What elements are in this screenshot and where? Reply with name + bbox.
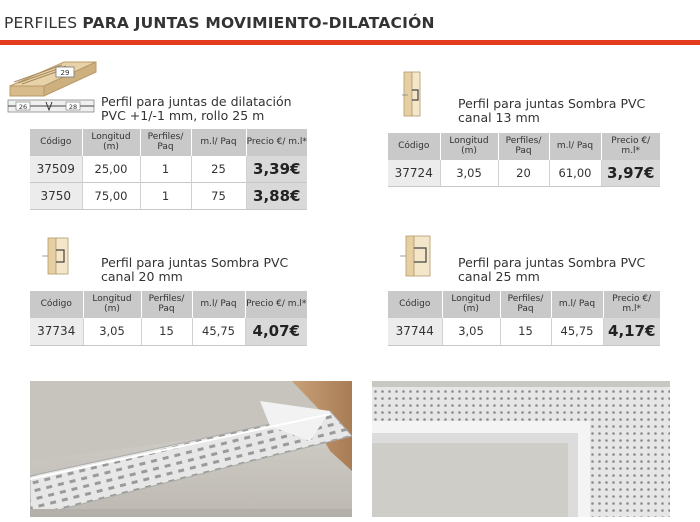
product-code: 37734 bbox=[30, 317, 83, 345]
table-row bbox=[30, 155, 307, 182]
product-title-line2: PVC +1/-1 mm, rollo 25 m bbox=[101, 108, 265, 123]
length-value: 3,05 bbox=[83, 317, 141, 345]
product-table bbox=[30, 129, 307, 210]
col-header-code: Código bbox=[388, 133, 440, 159]
per-pack-value: 1 bbox=[140, 155, 191, 182]
installation-photo-left bbox=[30, 381, 352, 517]
page-title bbox=[4, 14, 435, 32]
col-header-length: Longitud (m) bbox=[82, 129, 140, 155]
ml-pack-value: 45,75 bbox=[192, 317, 245, 345]
col-header-per-pack: Perfiles/ Paq bbox=[140, 129, 191, 155]
price-value: 3,88€ bbox=[246, 182, 307, 209]
table-row bbox=[30, 317, 307, 345]
per-pack-value: 15 bbox=[500, 317, 551, 345]
ml-pack-value: 25 bbox=[191, 155, 246, 182]
length-value: 25,00 bbox=[82, 155, 140, 182]
col-header-price: Precio €/ m.l* bbox=[245, 291, 307, 317]
svg-text:28: 28 bbox=[68, 103, 78, 111]
col-header-per-pack: Perfiles/ Paq bbox=[141, 291, 192, 317]
shadow-gap-profile-20-icon bbox=[40, 236, 76, 276]
shadow-gap-profile-13-icon bbox=[398, 70, 428, 118]
col-header-code: Código bbox=[388, 291, 442, 317]
col-header-per-pack: Perfiles/ Paq bbox=[500, 291, 551, 317]
col-header-ml-pack: m.l/ Paq bbox=[192, 291, 245, 317]
title-light: PERFILES bbox=[4, 14, 78, 32]
col-header-price: Precio €/ m.l* bbox=[246, 129, 307, 155]
svg-text:26: 26 bbox=[18, 103, 28, 111]
shadow-gap-profile-25-icon bbox=[398, 234, 440, 278]
col-header-price: Precio €/ m.l* bbox=[603, 291, 660, 317]
product-code: 3750 bbox=[30, 182, 82, 209]
price-value: 4,07€ bbox=[245, 317, 307, 345]
ml-pack-value: 45,75 bbox=[551, 317, 603, 345]
per-pack-value: 15 bbox=[141, 317, 192, 345]
table-row bbox=[388, 159, 660, 186]
length-value: 3,05 bbox=[442, 317, 500, 345]
title-bold: PARA JUNTAS MOVIMIENTO-DILATACIÓN bbox=[82, 14, 435, 32]
price-value: 4,17€ bbox=[603, 317, 660, 345]
product-title-line1: Perfil para juntas Sombra PVC bbox=[458, 255, 646, 270]
product-title bbox=[458, 97, 645, 125]
product-title bbox=[101, 95, 292, 123]
col-header-length: Longitud (m) bbox=[83, 291, 141, 317]
length-value: 75,00 bbox=[82, 182, 140, 209]
product-title bbox=[458, 256, 645, 284]
expansion-joint-profile-icon bbox=[4, 56, 100, 122]
product-title bbox=[101, 256, 288, 284]
col-header-per-pack: Perfiles/ Paq bbox=[498, 133, 549, 159]
installation-photo-right bbox=[372, 381, 670, 517]
per-pack-value: 1 bbox=[140, 182, 191, 209]
product-code: 37509 bbox=[30, 155, 82, 182]
product-title-line1: Perfil para juntas de dilatación bbox=[101, 94, 292, 109]
product-title-line1: Perfil para juntas Sombra PVC bbox=[101, 255, 289, 270]
ml-pack-value: 75 bbox=[191, 182, 246, 209]
product-title-line2: canal 25 mm bbox=[458, 269, 540, 284]
per-pack-value: 20 bbox=[498, 159, 549, 186]
product-title-line1: Perfil para juntas Sombra PVC bbox=[458, 96, 646, 111]
title-rule bbox=[0, 40, 700, 45]
product-title-line2: canal 13 mm bbox=[458, 110, 540, 125]
col-header-price: Precio €/ m.l* bbox=[601, 133, 660, 159]
ml-pack-value: 61,00 bbox=[549, 159, 601, 186]
product-title-line2: canal 20 mm bbox=[101, 269, 183, 284]
product-table bbox=[388, 291, 660, 346]
col-header-code: Código bbox=[30, 129, 82, 155]
col-header-code: Código bbox=[30, 291, 83, 317]
product-table bbox=[388, 133, 660, 187]
length-value: 3,05 bbox=[440, 159, 498, 186]
svg-text:29: 29 bbox=[60, 69, 70, 77]
price-value: 3,39€ bbox=[246, 155, 307, 182]
col-header-length: Longitud (m) bbox=[442, 291, 500, 317]
product-code: 37744 bbox=[388, 317, 442, 345]
table-row bbox=[388, 317, 660, 345]
price-value: 3,97€ bbox=[601, 159, 660, 186]
col-header-ml-pack: m.l/ Paq bbox=[549, 133, 601, 159]
table-row bbox=[30, 182, 307, 209]
product-code: 37724 bbox=[388, 159, 440, 186]
col-header-ml-pack: m.l/ Paq bbox=[551, 291, 603, 317]
col-header-length: Longitud (m) bbox=[440, 133, 498, 159]
col-header-ml-pack: m.l/ Paq bbox=[191, 129, 246, 155]
product-table bbox=[30, 291, 307, 346]
